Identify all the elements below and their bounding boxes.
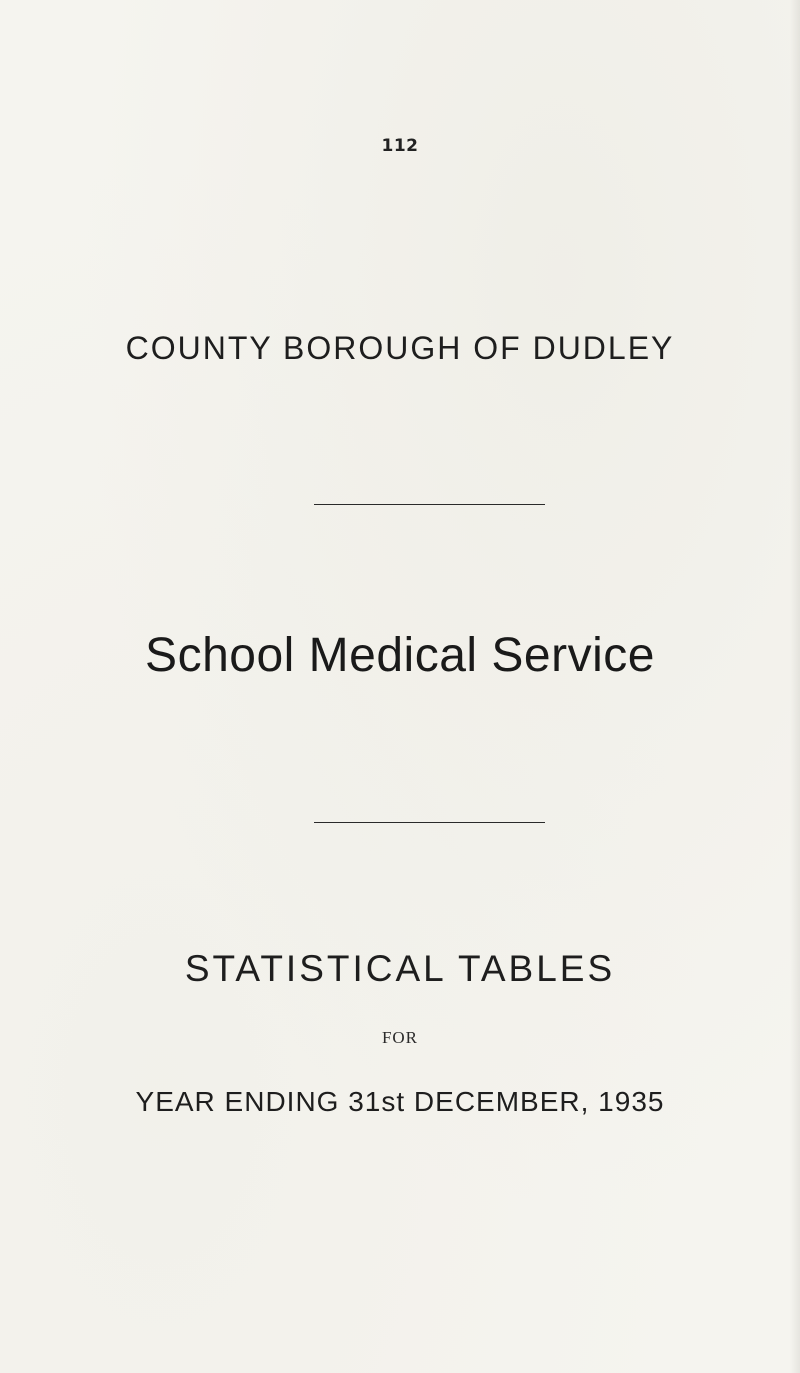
for-text: FOR: [381, 1028, 419, 1047]
page-edge-shadow: [790, 0, 800, 1373]
county-title: COUNTY BOROUGH OF DUDLEY: [125, 330, 675, 366]
divider-rule-bottom: [314, 822, 545, 823]
year-ending-text: YEAR ENDING 31st DECEMBER, 1935: [135, 1086, 665, 1117]
tables-title: STATISTICAL TABLES: [184, 948, 616, 989]
divider-rule-top: [314, 504, 545, 505]
service-title: School Medical Service: [145, 629, 655, 682]
page-number: 112: [381, 136, 419, 156]
